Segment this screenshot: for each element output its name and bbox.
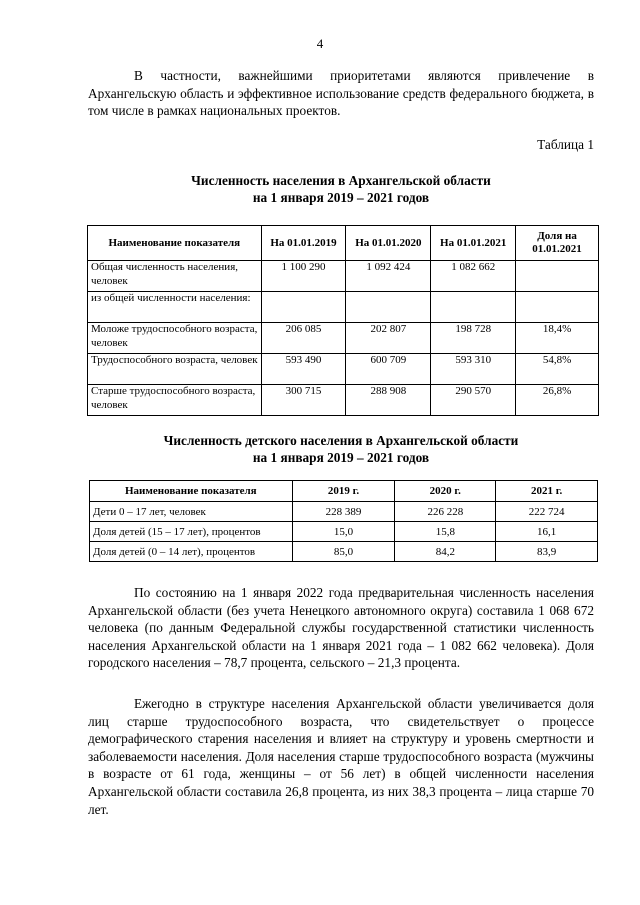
table-row (90, 542, 598, 562)
column-header: На 01.01.2020 (346, 226, 431, 261)
table-cell: 288 908 (346, 385, 431, 416)
table1-title (88, 172, 594, 206)
table-cell: 84,2 (395, 542, 496, 562)
table-cell: 18,4% (516, 323, 599, 354)
table-cell: 300 715 (261, 385, 346, 416)
table-cell: 198 728 (431, 323, 516, 354)
column-header: Наименование показателя (88, 226, 262, 261)
row-label: Дети 0 – 17 лет, человек (90, 502, 293, 522)
row-label: Моложе трудоспособного возраста, человек (88, 323, 262, 354)
table-cell: 202 807 (346, 323, 431, 354)
column-header: 2020 г. (395, 481, 496, 502)
table-cell: 15,0 (292, 522, 395, 542)
table-cell: 228 389 (292, 502, 395, 522)
column-header: На 01.01.2019 (261, 226, 346, 261)
table-row (90, 522, 598, 542)
table-cell (261, 292, 346, 323)
table-row (88, 323, 599, 354)
intro-paragraph: В частности, важнейшими приоритетами являются привлечение в Архангельскую область и эффективное использование средств федерального бюджета, в том числе в рамках национальных проектов. (88, 68, 594, 119)
table-row (88, 385, 599, 416)
column-header: Доля на 01.01.2021 (516, 226, 599, 261)
children-population-table (89, 480, 598, 562)
row-label: Доля детей (0 – 14 лет), процентов (90, 542, 293, 562)
row-label: из общей численности населения: (88, 292, 262, 323)
table-cell: 16,1 (496, 522, 598, 542)
row-label: Старше трудоспособного возраста, человек (88, 385, 262, 416)
population-table (87, 225, 599, 416)
page-number: 4 (316, 36, 324, 51)
table1-title-line1: Численность населения в Архангельской области (191, 173, 491, 188)
table-cell (516, 261, 599, 292)
table-cell: 593 310 (431, 354, 516, 385)
table2-title-line2: на 1 января 2019 – 2021 годов (252, 450, 430, 465)
column-header: 2019 г. (292, 481, 395, 502)
paragraph-aging: Ежегодно в структуре населения Архангельской области увеличивается доля лиц старше трудоспособного возраста, что свидетельствует о процессе демографического старения населения и влияет на структуру и уровень смертности и заболеваемости населения. Доля населения старше трудоспособного возраста (мужчины в возрасте от 61 года, женщины – от 56 лет) в общей численности населения Архангельской области составила 26,8 процента, из них 38,3 процента – лица старше 70 лет. (88, 696, 594, 817)
table-cell: 593 490 (261, 354, 346, 385)
table-cell (346, 292, 431, 323)
table-cell: 85,0 (292, 542, 395, 562)
table-cell: 1 082 662 (431, 261, 516, 292)
table-cell: 600 709 (346, 354, 431, 385)
table-cell: 206 085 (261, 323, 346, 354)
table2-title-line1: Численность детского населения в Архангельской области (163, 433, 519, 448)
table-cell: 290 570 (431, 385, 516, 416)
row-label: Трудоспособного возраста, человек (88, 354, 262, 385)
table-label: Таблица 1 (537, 137, 594, 152)
table-cell: 226 228 (395, 502, 496, 522)
table1-title-line2: на 1 января 2019 – 2021 годов (252, 190, 430, 205)
table2-title (88, 432, 594, 466)
table-cell (431, 292, 516, 323)
paragraph-population-2022: По состоянию на 1 января 2022 года предварительная численность населения Архангельской области (без учета Ненецкого автономного округа) составила 1 068 672 человека (по данным Федеральной службы государственной статистики численность населения Архангельской области на 1 января 2021 года – 1 082 662 человека). Доля городского населения – 78,7 процента, сельского – 21,3 процента. (88, 585, 594, 671)
table-cell: 83,9 (496, 542, 598, 562)
table-row (88, 261, 599, 292)
table-cell: 54,8% (516, 354, 599, 385)
table-header-row (88, 226, 599, 261)
row-label: Общая численность населения, человек (88, 261, 262, 292)
table-cell: 222 724 (496, 502, 598, 522)
column-header: 2021 г. (496, 481, 598, 502)
table-cell: 1 092 424 (346, 261, 431, 292)
row-label: Доля детей (15 – 17 лет), процентов (90, 522, 293, 542)
table-cell: 1 100 290 (261, 261, 346, 292)
table-header-row (90, 481, 598, 502)
column-header: На 01.01.2021 (431, 226, 516, 261)
table-cell: 26,8% (516, 385, 599, 416)
table-row (88, 354, 599, 385)
table-cell: 15,8 (395, 522, 496, 542)
column-header: Наименование показателя (90, 481, 293, 502)
table-row (90, 502, 598, 522)
table-cell (516, 292, 599, 323)
table-row (88, 292, 599, 323)
